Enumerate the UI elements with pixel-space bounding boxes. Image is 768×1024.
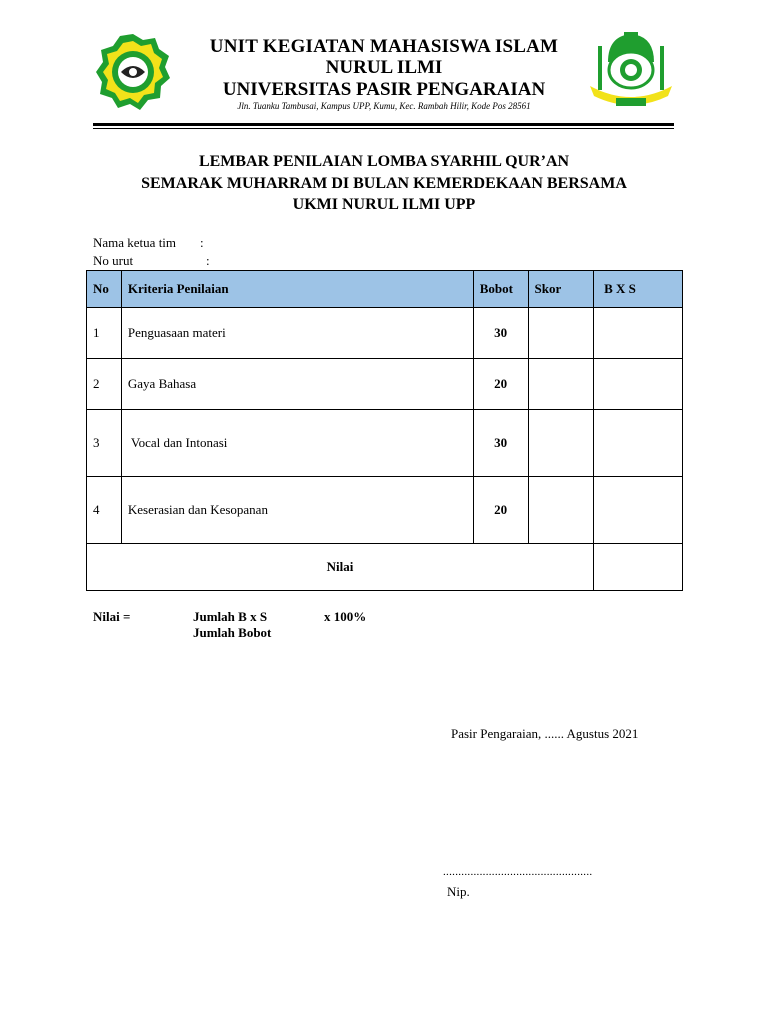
row-bxs[interactable]	[594, 477, 683, 544]
row-no: 1	[87, 308, 122, 359]
letterhead-divider-thin	[93, 128, 674, 129]
team-leader-label: Nama ketua tim	[93, 235, 177, 250]
nip-label: Nip.	[447, 884, 470, 899]
signature-line: .................................................	[443, 866, 593, 878]
header-criteria: Kriteria Penilaian	[121, 271, 473, 308]
org-name-line2: NURUL ILMI	[325, 57, 443, 78]
document-title-line3: UKMI NURUL ILMI UPP	[292, 196, 476, 213]
row-weight: 30	[473, 308, 528, 359]
header-no: No	[87, 271, 122, 308]
table-row	[87, 410, 683, 477]
row-no: 3	[87, 410, 122, 477]
row-score[interactable]	[528, 308, 594, 359]
table-header-row	[87, 271, 683, 308]
team-leader-colon: :	[200, 235, 204, 250]
header-bxs: B X S	[594, 271, 683, 308]
total-label: Nilai	[87, 544, 594, 591]
row-bxs[interactable]	[594, 410, 683, 477]
formula-denominator: Jumlah Bobot	[193, 625, 272, 640]
row-weight: 30	[473, 410, 528, 477]
address: Jln. Tuanku Tambusai, Kampus UPP, Kumu, Kec. Rambah Hilir, Kode Pos 28561	[237, 101, 531, 111]
row-no: 2	[87, 359, 122, 410]
document-title-line2: SEMARAK MUHARRAM DI BULAN KEMERDEKAAN BERSAMA	[141, 175, 627, 192]
row-weight: 20	[473, 359, 528, 410]
table-total-row	[87, 544, 683, 591]
number-colon: :	[206, 253, 210, 268]
score-table	[86, 270, 683, 591]
university-name: UNIVERSITAS PASIR PENGARAIAN	[222, 79, 546, 100]
formula-lhs: Nilai =	[93, 609, 131, 624]
total-value[interactable]	[594, 544, 683, 591]
table-row	[87, 308, 683, 359]
row-weight: 20	[473, 477, 528, 544]
formula-multiplier: x 100%	[324, 609, 367, 624]
row-score[interactable]	[528, 410, 594, 477]
row-bxs[interactable]	[594, 308, 683, 359]
formula-numerator: Jumlah B x S	[193, 609, 268, 624]
row-criteria: Keserasian dan Kesopanan	[121, 477, 473, 544]
org-name-line1: UNIT KEGIATAN MAHASISWA ISLAM	[209, 36, 559, 57]
header-score: Skor	[528, 271, 594, 308]
place-date: Pasir Pengaraian, ...... Agustus 2021	[451, 726, 639, 741]
number-label: No urut	[93, 253, 134, 268]
row-bxs[interactable]	[594, 359, 683, 410]
row-criteria: Vocal dan Intonasi	[121, 410, 473, 477]
row-criteria: Gaya Bahasa	[121, 359, 473, 410]
letterhead-divider-thick	[93, 123, 674, 126]
header-weight: Bobot	[473, 271, 528, 308]
table-row	[87, 477, 683, 544]
row-no: 4	[87, 477, 122, 544]
document-title-line1: LEMBAR PENILAIAN LOMBA SYARHIL QUR’AN	[198, 153, 570, 170]
table-row	[87, 359, 683, 410]
row-score[interactable]	[528, 359, 594, 410]
row-criteria: Penguasaan materi	[121, 308, 473, 359]
row-score[interactable]	[528, 477, 594, 544]
